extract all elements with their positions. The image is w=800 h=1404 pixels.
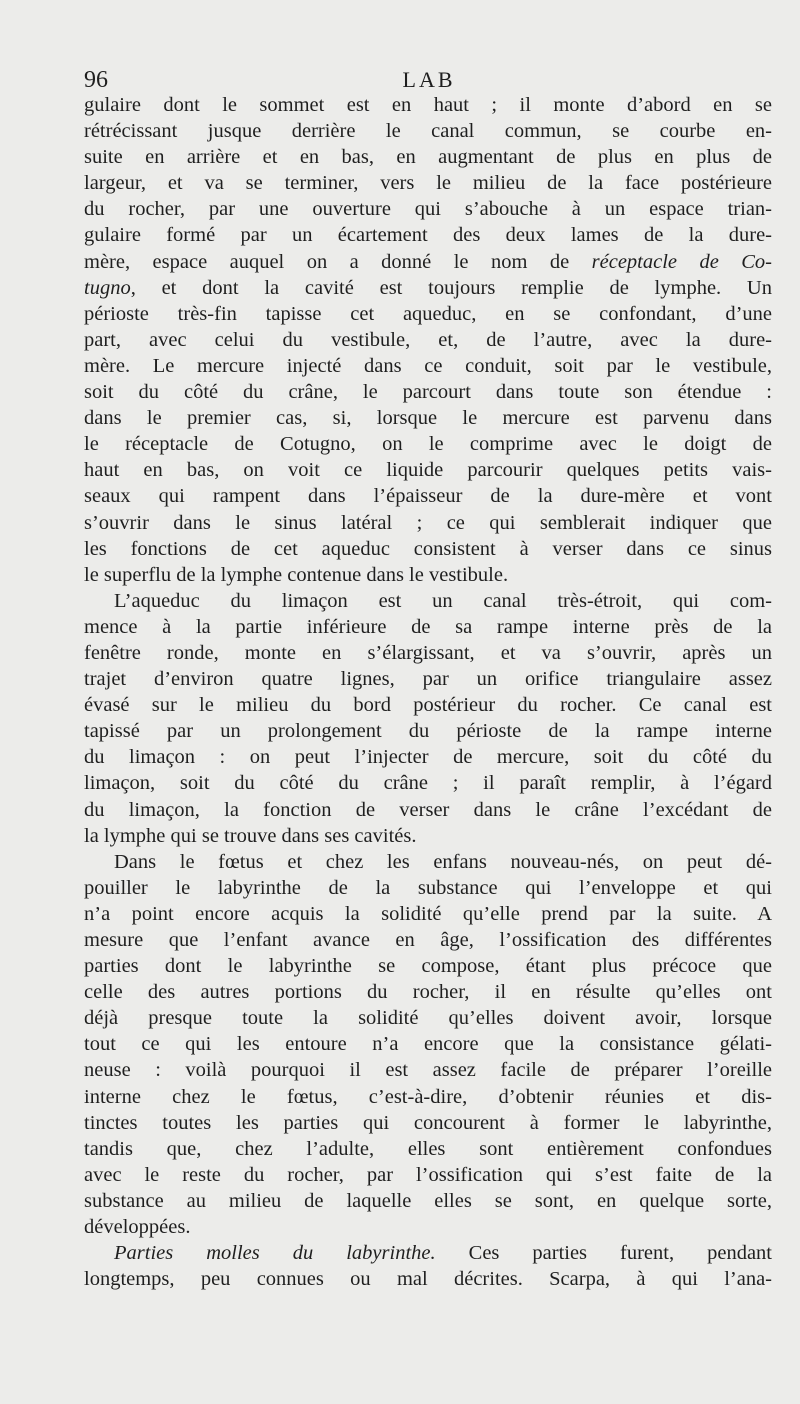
text-line-34: parties dont le labyrinthe se compose, étant plus précoce que — [84, 955, 772, 978]
text-line-15: haut en bas, on voit ce liquide parcourir quelques petits vais- — [84, 459, 772, 482]
text-line-30: Dans le fœtus et chez les enfans nouveau-nés, on peut dé- — [114, 850, 772, 873]
text-line-29: la lymphe qui se trouve dans ses cavités. — [84, 824, 417, 847]
text-line-42: avec le reste du rocher, par l’ossification qui s’est faite de la — [84, 1163, 772, 1186]
text-line-6: gulaire formé par un écartement des deux lames de la dure- — [84, 224, 772, 247]
text-line-38: neuse : voilà pourquoi il est assez facile de préparer l’oreille — [84, 1059, 772, 1082]
text-line-4: largeur, et va se terminer, vers le milieu de la face postérieure — [84, 172, 772, 195]
text-line-9: périoste très-fin tapisse cet aqueduc, en se confondant, d’une — [84, 302, 772, 325]
text-line-40: tinctes toutes les parties qui concourent à former le labyrinthe, — [84, 1111, 772, 1134]
text-line-21: mence à la partie inférieure de sa rampe interne près de la — [84, 615, 772, 638]
text-line-8 — [84, 275, 772, 301]
text-line-37: tout ce qui les entoure n’a encore que la consistance gélati- — [84, 1033, 772, 1056]
text-line-10: part, avec celui du vestibule, et, de l’autre, avec la dure- — [84, 328, 772, 351]
text-line-25: tapissé par un prolongement du périoste de la rampe interne — [84, 720, 772, 743]
text-line-26: du limaçon : on peut l’injecter de mercure, soit du côté du — [84, 746, 772, 769]
text-line-19: le superflu de la lymphe contenue dans le vestibule. — [84, 563, 509, 586]
text-line-44: développées. — [84, 1216, 191, 1239]
text-line-27: limaçon, soit du côté du crâne ; il paraît remplir, à l’égard — [84, 772, 772, 795]
text-line-28: du limaçon, la fonction de verser dans le crâne l’excédant de — [84, 798, 772, 821]
text-line-20: L’aqueduc du limaçon est un canal très-étroit, qui com- — [114, 589, 772, 612]
page-number: 96 — [84, 67, 108, 93]
italic-term-tugno: tugno — [84, 276, 131, 299]
text-line-39: interne chez le fœtus, c’est-à-dire, d’obtenir réunies et dis- — [84, 1085, 772, 1108]
text-line-16: seaux qui rampent dans l’épaisseur de la dure-mère et vont — [84, 485, 772, 508]
text-line-11: mère. Le mercure injecté dans ce conduit, soit par le vestibule, — [84, 354, 772, 377]
italic-heading-parties-molles: Parties molles du labyrinthe. — [114, 1242, 436, 1265]
text-line-3: suite en arrière et en bas, en augmentant de plus en plus de — [84, 146, 772, 169]
text-line-41: tandis que, chez l’adulte, elles sont entièrement confondues — [84, 1137, 772, 1160]
text-line-14: le réceptacle de Cotugno, on le comprime avec le doigt de — [84, 433, 772, 456]
text-line-2: rétrécissant jusque derrière le canal commun, se courbe en- — [84, 120, 772, 143]
text-line-12: soit du côté du crâne, le parcourt dans toute son étendue : — [84, 381, 772, 404]
text-line-1: gulaire dont le sommet est en haut ; il monte d’abord en se — [84, 94, 772, 116]
text-line-33: mesure que l’enfant avance en âge, l’ossification des différentes — [84, 929, 772, 951]
text-line-45-rest: Ces parties furent, pendant — [435, 1242, 772, 1265]
text-line-22: fenêtre ronde, monte en s’élargissant, et va s’ouvrir, après un — [84, 641, 772, 664]
text-line-36: déjà presque toute la solidité qu’elles doivent avoir, lorsque — [84, 1007, 772, 1030]
text-line-32: n’a point encore acquis la solidité qu’elle prend par la suite. A — [84, 902, 772, 925]
text-line-18: les fonctions de cet aqueduc consistent à verser dans ce sinus — [84, 537, 772, 560]
text-line-31: pouiller le labyrinthe de la substance qui l’enveloppe et qui — [84, 876, 772, 899]
text-line-7-start: mère, espace auquel on a donné le nom de — [84, 250, 592, 273]
text-line-8-rest: , et dont la cavité est toujours remplie de lymphe. Un — [130, 276, 772, 299]
body-text — [84, 92, 772, 1292]
running-head: LAB — [402, 67, 456, 92]
text-line-13: dans le premier cas, si, lorsque le mercure est parvenu dans — [84, 407, 772, 430]
text-line-45 — [84, 1240, 772, 1266]
text-line-23: trajet d’environ quatre lignes, par un orifice triangulaire assez — [84, 668, 772, 691]
text-line-17: s’ouvrir dans le sinus latéral ; ce qui semblerait indiquer que — [84, 511, 772, 534]
text-line-24: évasé sur le milieu du bord postérieur du rocher. Ce canal est — [84, 694, 772, 717]
italic-term-receptacle: réceptacle de Co- — [591, 250, 772, 273]
text-line-35: celle des autres portions du rocher, il en résulte qu’elles ont — [84, 981, 772, 1004]
text-line-46: longtemps, peu connues ou mal décrites. Scarpa, à qui l’ana- — [84, 1268, 772, 1291]
text-line-5: du rocher, par une ouverture qui s’abouche à un espace trian- — [84, 198, 772, 221]
text-line-7 — [84, 249, 772, 275]
text-line-43: substance au milieu de laquelle elles se sont, en quelque sorte, — [84, 1189, 772, 1212]
